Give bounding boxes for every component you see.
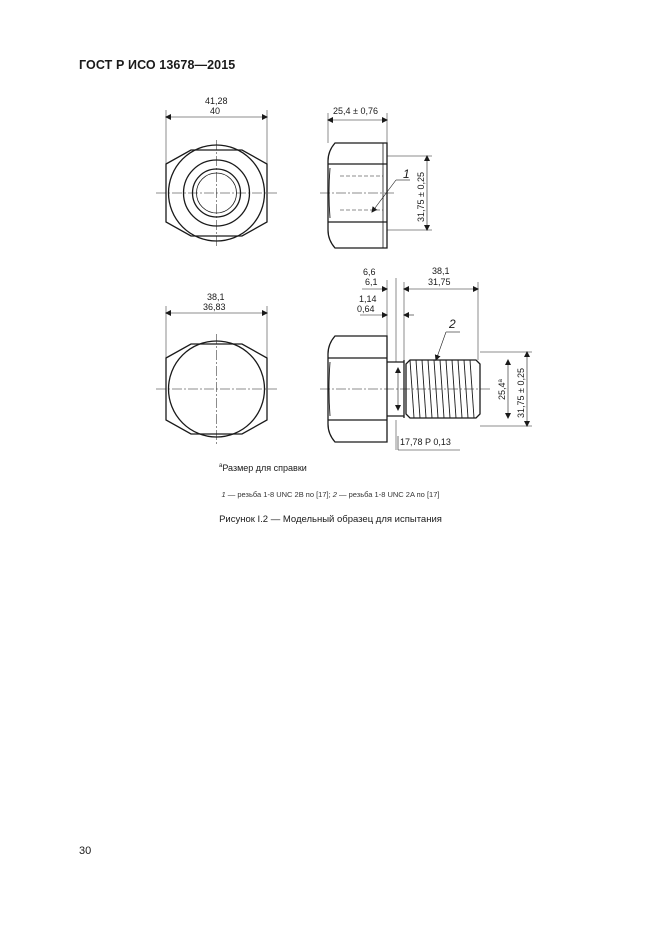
document-header: ГОСТ Р ИСО 13678—2015	[79, 58, 236, 72]
page-number: 30	[79, 845, 92, 857]
thread-length-min: 31,75	[428, 277, 451, 287]
nut-thread-length: 31,75 ± 0,25	[416, 172, 426, 222]
legend-item2-text: — резьба 1-8 UNC 2A по [17]	[336, 490, 440, 499]
nut-height: 25,4 ± 0,76	[333, 106, 378, 116]
nut-width-max: 41,28	[205, 96, 228, 106]
bolt-front-view	[156, 306, 277, 444]
bolt-width-min: 36,83	[203, 302, 226, 312]
bolt-width-max: 38,1	[207, 292, 225, 302]
bolt-length: 31,75 ± 0,25	[516, 368, 526, 418]
undercut-max: 1,14	[359, 294, 377, 304]
position-tolerance: 17,78 P 0,13	[400, 437, 451, 447]
footnote	[219, 463, 307, 473]
thread-length-max: 38,1	[432, 266, 450, 276]
head-height-max: 6,6	[363, 267, 376, 277]
head-height-min: 6,1	[365, 277, 378, 287]
figure-caption: Рисунок I.2 — Модельный образец для испытания	[219, 514, 442, 525]
callout-2: 2	[449, 317, 456, 331]
bolt-side-view	[320, 278, 532, 450]
undercut-min: 0,64	[357, 304, 375, 314]
footnote-marker: a	[219, 463, 223, 469]
nut-width-min: 40	[210, 106, 221, 116]
nut-front-view	[156, 110, 277, 246]
legend-item1-text: — резьба 1-8 UNC 2B по [17];	[225, 490, 333, 499]
thread-major-diameter: 25,4$^a$	[497, 379, 507, 400]
legend	[0, 490, 661, 499]
callout-1: 1	[403, 167, 410, 181]
legend-item1-number: 1	[221, 490, 226, 499]
footnote-text: Размер для справки	[222, 463, 307, 473]
legend-item2-number: 2	[332, 490, 337, 499]
